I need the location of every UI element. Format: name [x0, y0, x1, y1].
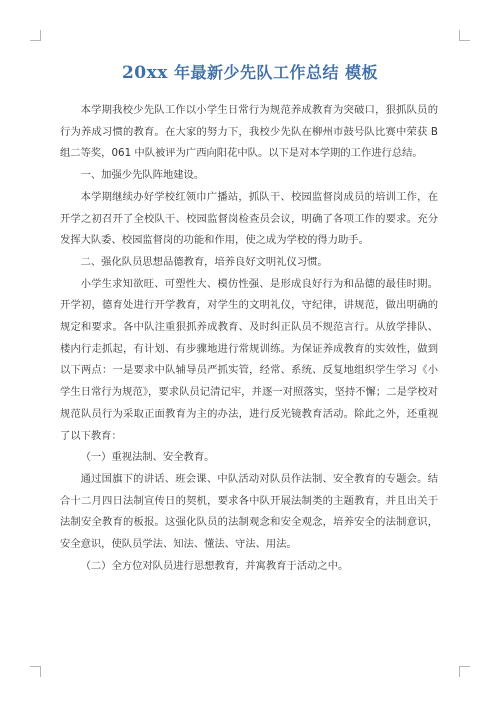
- title-text: 年最新少先队工作总结 模板: [167, 63, 379, 82]
- crop-mark-top-left: [30, 30, 41, 41]
- paragraph-subsection-1: 通过国旗下的讲话、班会课、中队活动对队员作法制、安全教育的专题会。结合十二月四日法制宣传日的契机，要求各中队开展法制类的主题教育，并且出关于法制安全教育的板报。这强化队员的法制观念和安全观念，培养安全的法制意识，安全意识，使队员学法、知法、懂法、守法、用法。: [60, 472, 438, 551]
- section-heading-1: 一、加强少先队阵地建设。: [80, 169, 205, 182]
- subsection-heading-2: （二）全方位对队员进行思想教育，并寓教育于活动之中。: [80, 559, 349, 572]
- title-number: 20xx: [121, 63, 168, 83]
- paragraph-section-1: 本学期继续办好学校红领巾广播站，抓队干、校园监督岗成员的培训工作，在开学之初召开了全校队干、校园监督岗检查员会议，明确了各项工作的要求。充分发挥大队委、校园监督岗的功能和作用，使之成为学校的得力助手。: [60, 190, 438, 247]
- section-heading-2: 二、强化队员思想品德教育，培养良好文明礼仪习惯。: [80, 255, 328, 268]
- document-title: [0, 60, 500, 83]
- document-body: [60, 100, 438, 577]
- subsection-heading-1: （一）重视法制、安全教育。: [80, 451, 215, 464]
- paragraph-section-2: 小学生求知欲旺、可塑性大、模仿性强、是形成良好行为和品德的最佳时期。开学初，德育处进行开学教育，对学生的文明礼仪，守纪律，讲规范，做出明确的规定和要求。各中队注重狠抓养成教育、及时纠正队员不规范言行。从放学排队、楼内行走抓起，有计划、有步骤地进行常规训练。为保证养成教育的实效性，做到以下两点：一是要求中队辅导员严抓实管，经常、系统、反复地组织学生学习《小学生日常行为规范》，要求队员记清记牢，并逐一对照落实，坚持不懈；二是学校对规范队员行为采取正面教育为主的办法，进行反光镜教育活动。除此之外，还重视了以下教育：: [60, 277, 438, 442]
- crop-mark-bottom-right: [459, 666, 470, 677]
- crop-mark-top-right: [459, 30, 470, 41]
- crop-mark-bottom-left: [30, 666, 41, 677]
- paragraph-intro: 本学期我校少先队工作以小学生日常行为规范养成教育为突破口，狠抓队员的行为养成习惯的教育。在大家的努力下，我校少先队在柳州市鼓号队比赛中荣获 B 组二等奖，061 中队被评为广西向阳花中队。以下是对本学期的工作进行总结。: [60, 104, 438, 160]
